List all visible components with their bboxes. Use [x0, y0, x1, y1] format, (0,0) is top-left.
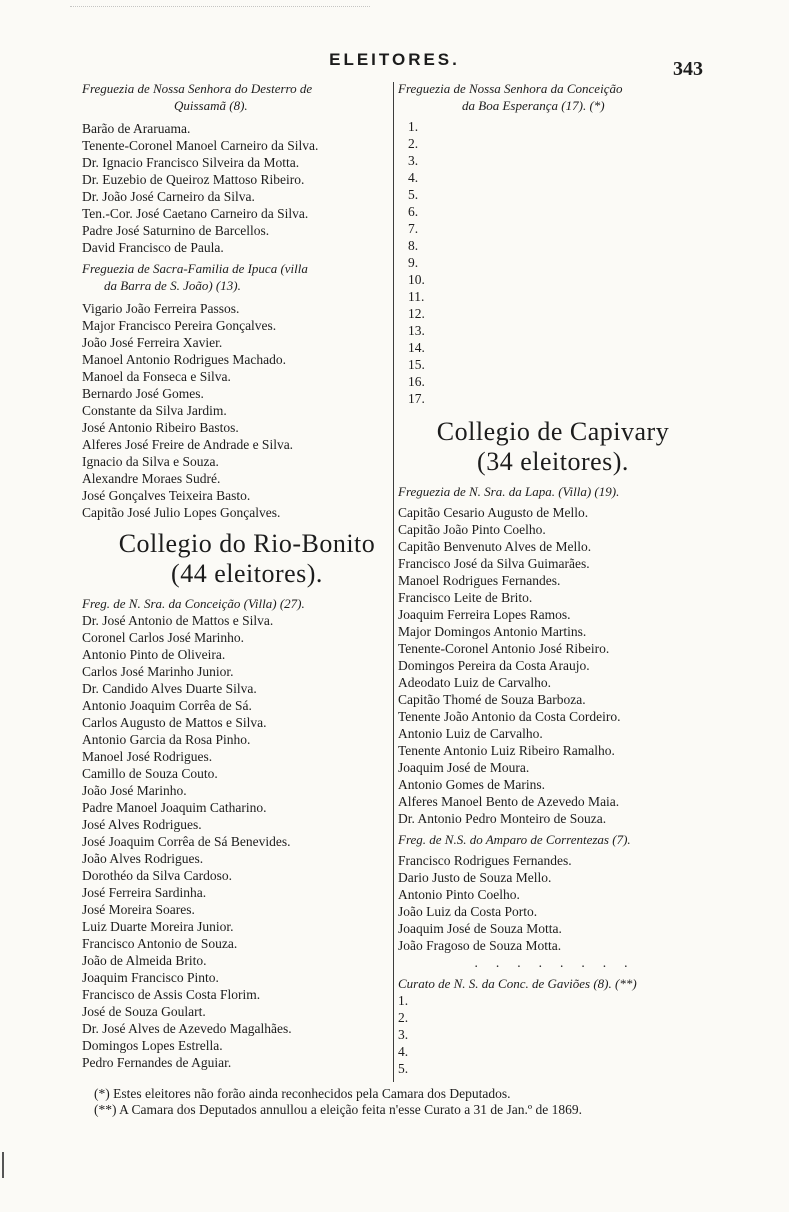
- elector-name: José Ferreira Sardinha.: [82, 885, 207, 900]
- elector-name: Antonio Joaquim Corrêa de Sá.: [82, 698, 252, 713]
- elector-name: Capitão João Pinto Coelho.: [398, 522, 546, 537]
- elector-name: Dr. Candido Alves Duarte Silva.: [82, 681, 257, 696]
- elector-name: Carlos José Marinho Junior.: [82, 664, 234, 679]
- elector-name: José de Souza Goulart.: [82, 1004, 206, 1019]
- scan-noise: [70, 6, 370, 25]
- elector-name: Antonio Luiz de Carvalho.: [398, 726, 543, 741]
- elector-name: Dr. João José Carneiro da Silva.: [82, 189, 255, 204]
- entry-number: 8.: [408, 238, 419, 253]
- elector-name: Major Francisco Pereira Gonçalves.: [82, 318, 277, 333]
- college-title: Collegio de Capivary: [436, 417, 670, 446]
- elector-name: Coronel Carlos José Marinho.: [82, 630, 244, 645]
- elector-name: Dr. Euzebio de Queiroz Mattoso Ribeiro.: [82, 172, 305, 187]
- dotted-separator: ........: [474, 955, 646, 970]
- elector-name: Manoel da Fonseca e Silva.: [82, 369, 231, 384]
- entry-number: 15.: [408, 357, 425, 372]
- elector-name: Dr. Antonio Pedro Monteiro de Souza.: [398, 811, 607, 826]
- entry-number: 12.: [408, 306, 425, 321]
- entry-number: 1.: [398, 993, 409, 1008]
- elector-name: João de Almeida Brito.: [82, 953, 207, 968]
- page-header: [0, 48, 789, 78]
- entry-number: 3.: [408, 153, 419, 168]
- elector-name: Padre Manoel Joaquim Catharino.: [82, 800, 267, 815]
- parish-heading-correntezas: Freg. de N.S. do Amparo de Correntezas (7).: [398, 832, 631, 847]
- entry-number: 11.: [408, 289, 425, 304]
- entry-number: 5.: [408, 187, 419, 202]
- page-title: ELEITORES.: [329, 50, 460, 69]
- entry-number: 13.: [408, 323, 425, 338]
- elector-name: José Antonio Ribeiro Bastos.: [82, 420, 239, 435]
- elector-name: Alferes José Freire de Andrade e Silva.: [82, 437, 294, 452]
- margin-mark: [2, 1152, 4, 1178]
- elector-name: Joaquim José de Moura.: [398, 760, 530, 775]
- entry-number: 5.: [398, 1061, 409, 1076]
- entry-number: 17.: [408, 391, 425, 406]
- elector-name: Antonio Pinto de Oliveira.: [82, 647, 226, 662]
- elector-name: Padre José Saturnino de Barcellos.: [82, 223, 270, 238]
- elector-name: João Alves Rodrigues.: [82, 851, 204, 866]
- elector-name: Carlos Augusto de Mattos e Silva.: [82, 715, 267, 730]
- elector-name: Francisco Rodrigues Fernandes.: [398, 853, 572, 868]
- elector-name: Joaquim José de Souza Motta.: [398, 921, 562, 936]
- number-list-boa-esperanca: [398, 118, 708, 407]
- elector-name: Tenente-Coronel Manoel Carneiro da Silva.: [82, 138, 319, 153]
- elector-name: Adeodato Luiz de Carvalho.: [398, 675, 551, 690]
- heading-line: Freguezia de Nossa Senhora do Desterro de: [82, 81, 313, 96]
- elector-name: Antonio Pinto Coelho.: [398, 887, 520, 902]
- elector-list-quissama: [82, 120, 394, 256]
- footnote-2: (**) A Camara dos Deputados annullou a eleição feita n'esse Curato a 31 de Jan.º de 1869.: [94, 1102, 582, 1117]
- elector-name: Capitão Thomé de Souza Barboza.: [398, 692, 586, 707]
- elector-name: José Alves Rodrigues.: [82, 817, 202, 832]
- college-count: (34 eleitores).: [477, 447, 629, 476]
- elector-name: Tenente João Antonio da Costa Cordeiro.: [398, 709, 621, 724]
- elector-name: Francisco José da Silva Guimarães.: [398, 556, 590, 571]
- elector-name: Alferes Manoel Bento de Azevedo Maia.: [398, 794, 620, 809]
- elector-list-lapa: [398, 504, 708, 827]
- entry-number: 2.: [408, 136, 419, 151]
- entry-number: 4.: [408, 170, 419, 185]
- parish-heading-ipuca: [82, 260, 394, 294]
- college-count: (44 eleitores).: [171, 559, 323, 588]
- elector-name: David Francisco de Paula.: [82, 240, 224, 255]
- elector-name: João José Ferreira Xavier.: [82, 335, 223, 350]
- elector-list-ipuca: [82, 300, 394, 521]
- entry-number: 4.: [398, 1044, 409, 1059]
- elector-name: José Moreira Soares.: [82, 902, 195, 917]
- elector-name: Dr. José Alves de Azevedo Magalhães.: [82, 1021, 292, 1036]
- elector-name: Joaquim Ferreira Lopes Ramos.: [398, 607, 571, 622]
- elector-name: Pedro Fernandes de Aguiar.: [82, 1055, 232, 1070]
- right-column: [398, 80, 708, 1077]
- elector-name: Francisco de Assis Costa Florim.: [82, 987, 261, 1002]
- left-column: [82, 80, 394, 1071]
- elector-name: João José Marinho.: [82, 783, 187, 798]
- elector-list-conceicao: [82, 612, 394, 1071]
- entry-number: 10.: [408, 272, 425, 287]
- elector-name: Tenente-Coronel Antonio José Ribeiro.: [398, 641, 610, 656]
- entry-number: 7.: [408, 221, 419, 236]
- elector-name: Ten.-Cor. José Caetano Carneiro da Silva.: [82, 206, 309, 221]
- elector-name: Barão de Araruama.: [82, 121, 191, 136]
- parish-heading-conceicao: Freg. de N. Sra. da Conceição (Villa) (27).: [82, 596, 305, 611]
- parish-heading-lapa: Freguezia de N. Sra. da Lapa. (Villa) (19).: [398, 484, 620, 499]
- elector-name: João Luiz da Costa Porto.: [398, 904, 538, 919]
- entry-number: 16.: [408, 374, 425, 389]
- elector-name: Capitão José Julio Lopes Gonçalves.: [82, 505, 281, 520]
- elector-name: Manoel Antonio Rodrigues Machado.: [82, 352, 286, 367]
- elector-list-correntezas: [398, 852, 708, 954]
- college-heading-rio-bonito: [82, 529, 394, 589]
- page-number: 343: [673, 58, 703, 80]
- elector-name: Tenente Antonio Luiz Ribeiro Ramalho.: [398, 743, 615, 758]
- college-title: Collegio do Rio-Bonito: [118, 529, 376, 558]
- elector-name: Antonio Gomes de Marins.: [398, 777, 545, 792]
- footnotes: [86, 1086, 726, 1118]
- footnote-1: (*) Estes eleitores não forão ainda reconhecidos pela Camara dos Deputados.: [94, 1086, 511, 1101]
- elector-name: Francisco Antonio de Souza.: [82, 936, 238, 951]
- parish-heading-gavioes: Curato de N. S. da Conc. de Gaviões (8). (**): [398, 976, 637, 991]
- elector-name: Dr. José Antonio de Mattos e Silva.: [82, 613, 274, 628]
- parish-heading-quissama: [82, 80, 394, 114]
- elector-name: Domingos Lopes Estrella.: [82, 1038, 223, 1053]
- elector-name: Capitão Benvenuto Alves de Mello.: [398, 539, 592, 554]
- elector-name: Constante da Silva Jardim.: [82, 403, 227, 418]
- heading-line: Freguezia de Sacra-Familia de Ipuca (villa: [82, 261, 308, 276]
- elector-name: Joaquim Francisco Pinto.: [82, 970, 219, 985]
- elector-name: Camillo de Souza Couto.: [82, 766, 218, 781]
- elector-name: Antonio Garcia da Rosa Pinho.: [82, 732, 251, 747]
- elector-name: Francisco Leite de Brito.: [398, 590, 533, 605]
- elector-name: Dario Justo de Souza Mello.: [398, 870, 552, 885]
- elector-name: João Fragoso de Souza Motta.: [398, 938, 562, 953]
- elector-name: Alexandre Moraes Sudré.: [82, 471, 221, 486]
- elector-name: Major Domingos Antonio Martins.: [398, 624, 587, 639]
- elector-name: Manoel José Rodrigues.: [82, 749, 213, 764]
- heading-line: da Boa Esperança (17). (*): [462, 98, 605, 113]
- college-heading-capivary: [398, 417, 708, 477]
- elector-name: Dorothéo da Silva Cardoso.: [82, 868, 232, 883]
- entry-number: 14.: [408, 340, 425, 355]
- elector-name: Capitão Cesario Augusto de Mello.: [398, 505, 589, 520]
- elector-name: José Joaquim Corrêa de Sá Benevides.: [82, 834, 291, 849]
- elector-name: Domingos Pereira da Costa Araujo.: [398, 658, 590, 673]
- heading-line: Freguezia de Nossa Senhora da Conceição: [398, 81, 623, 96]
- elector-name: Dr. Ignacio Francisco Silveira da Motta.: [82, 155, 300, 170]
- entry-number: 3.: [398, 1027, 409, 1042]
- entry-number: 1.: [408, 119, 419, 134]
- elector-name: Vigario João Ferreira Passos.: [82, 301, 240, 316]
- elector-name: Luiz Duarte Moreira Junior.: [82, 919, 234, 934]
- entry-number: 9.: [408, 255, 419, 270]
- heading-line: Quissamã (8).: [174, 98, 248, 113]
- entry-number: 2.: [398, 1010, 409, 1025]
- entry-number: 6.: [408, 204, 419, 219]
- parish-heading-boa-esperanca: [398, 80, 708, 114]
- elector-name: José Gonçalves Teixeira Basto.: [82, 488, 251, 503]
- number-list-gavioes: [398, 992, 708, 1077]
- elector-name: Bernardo José Gomes.: [82, 386, 204, 401]
- heading-line: da Barra de S. João) (13).: [104, 278, 241, 293]
- elector-name: Ignacio da Silva e Souza.: [82, 454, 219, 469]
- elector-name: Manoel Rodrigues Fernandes.: [398, 573, 561, 588]
